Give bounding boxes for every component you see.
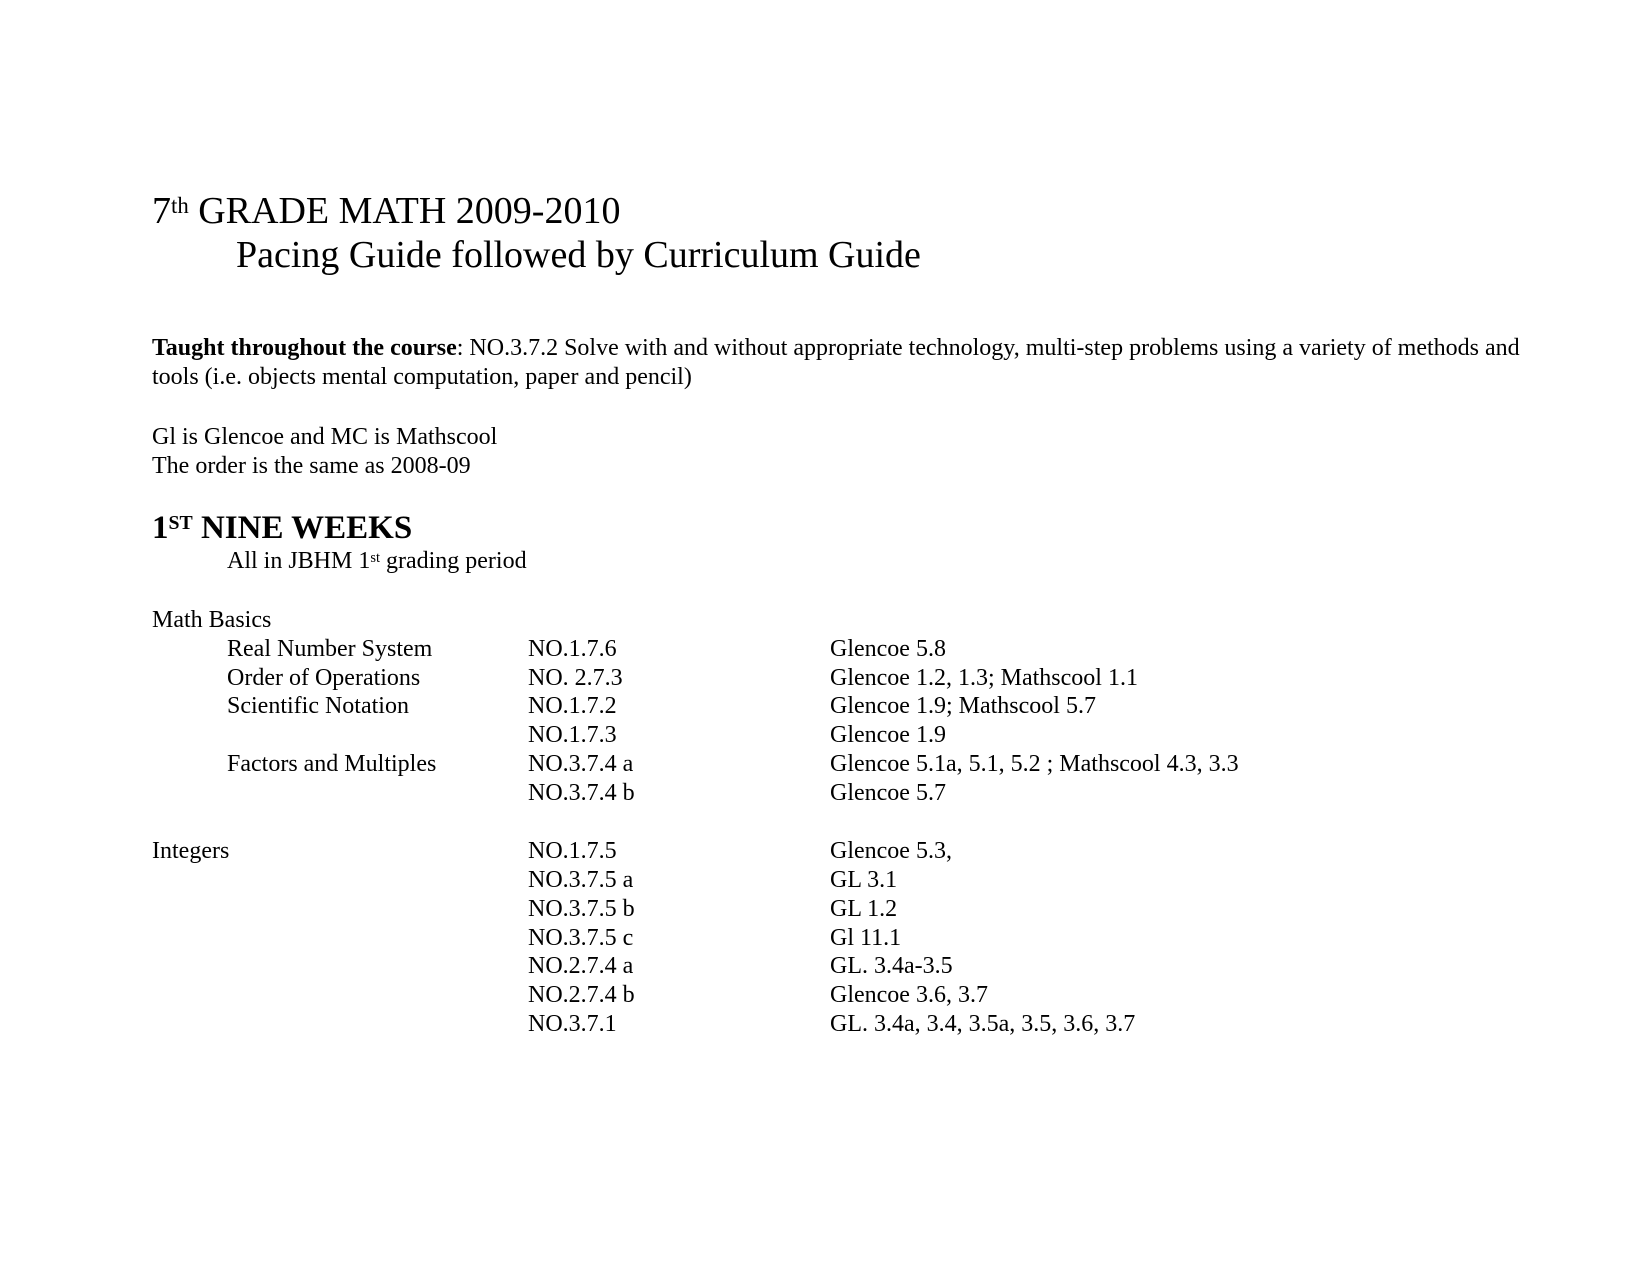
row-textbook-reference: Glencoe 5.8 (830, 636, 946, 662)
row-textbook-reference: GL. 3.4a-3.5 (830, 953, 953, 979)
notes-block (152, 423, 1572, 481)
row-textbook-reference: Glencoe 5.3, (830, 838, 952, 864)
row-textbook-reference: Glencoe 3.6, 3.7 (830, 982, 988, 1008)
row-textbook-reference: Gl 11.1 (830, 925, 902, 951)
subnote-prefix: All in JBHM 1 (227, 548, 371, 574)
taught-label: Taught throughout the course (152, 335, 457, 361)
row-topic: Scientific Notation (227, 693, 409, 719)
row-standard-code: NO.2.7.4 b (528, 982, 635, 1008)
table-row (0, 952, 1650, 981)
section-number: 1 (152, 510, 169, 546)
document-title (152, 189, 620, 233)
table-row (0, 1010, 1650, 1039)
table-row (0, 895, 1650, 924)
taught-text: : NO.3.7.2 Solve with and without appropriate technology, multi-step problems using a variety of methods and tools (i.e. objects mental computation, paper and pencil) (152, 335, 1520, 390)
row-group-label: Math Basics (152, 607, 272, 633)
row-standard-code: NO.3.7.4 a (528, 751, 634, 777)
row-textbook-reference: Glencoe 1.2, 1.3; Mathscool 1.1 (830, 665, 1138, 691)
note-line-1: Gl is Glencoe and MC is Mathscool (152, 424, 498, 450)
title-rest: GRADE MATH 2009-2010 (188, 190, 621, 232)
row-topic: Order of Operations (227, 665, 421, 691)
taught-throughout-paragraph (152, 334, 1572, 392)
table-row (0, 635, 1650, 664)
row-textbook-reference: GL 1.2 (830, 896, 898, 922)
table-row (0, 779, 1650, 808)
subnote-superscript: st (370, 549, 380, 566)
note-line-2: The order is the same as 2008-09 (152, 453, 471, 479)
row-group-label: Integers (152, 838, 230, 864)
row-standard-code: NO.3.7.5 b (528, 896, 635, 922)
section-subnote (227, 547, 527, 576)
row-standard-code: NO.1.7.3 (528, 722, 617, 748)
row-standard-code: NO.1.7.5 (528, 838, 617, 864)
table-row (0, 837, 1650, 866)
row-textbook-reference: Glencoe 1.9; Mathscool 5.7 (830, 693, 1096, 719)
document-subtitle: Pacing Guide followed by Curriculum Guide (236, 234, 921, 276)
section-superscript: ST (168, 512, 193, 535)
row-standard-code: NO.3.7.5 c (528, 925, 634, 951)
row-textbook-reference: GL. 3.4a, 3.4, 3.5a, 3.5, 3.6, 3.7 (830, 1011, 1136, 1037)
subnote-suffix: grading period (379, 548, 527, 574)
row-textbook-reference: Glencoe 5.7 (830, 780, 946, 806)
row-standard-code: NO.1.7.2 (528, 693, 617, 719)
section-heading (152, 508, 412, 548)
row-textbook-reference: Glencoe 1.9 (830, 722, 946, 748)
table-row (0, 866, 1650, 895)
row-standard-code: NO. 2.7.3 (528, 665, 623, 691)
grade-superscript: th (171, 192, 189, 218)
row-textbook-reference: Glencoe 5.1a, 5.1, 5.2 ; Mathscool 4.3, 3.3 (830, 751, 1239, 777)
row-standard-code: NO.3.7.5 a (528, 867, 634, 893)
row-standard-code: NO.1.7.6 (528, 636, 617, 662)
row-topic: Factors and Multiples (227, 751, 437, 777)
table-row (0, 750, 1650, 779)
table-row (0, 692, 1650, 721)
grade-number: 7 (152, 190, 171, 232)
table-row (0, 664, 1650, 693)
row-standard-code: NO.3.7.1 (528, 1011, 617, 1037)
row-standard-code: NO.2.7.4 a (528, 953, 634, 979)
row-standard-code: NO.3.7.4 b (528, 780, 635, 806)
table-row (0, 721, 1650, 750)
section-title: NINE WEEKS (192, 510, 413, 546)
row-textbook-reference: GL 3.1 (830, 867, 898, 893)
table-row (0, 981, 1650, 1010)
table-row (0, 924, 1650, 953)
table-row (0, 606, 1650, 635)
row-topic: Real Number System (227, 636, 433, 662)
